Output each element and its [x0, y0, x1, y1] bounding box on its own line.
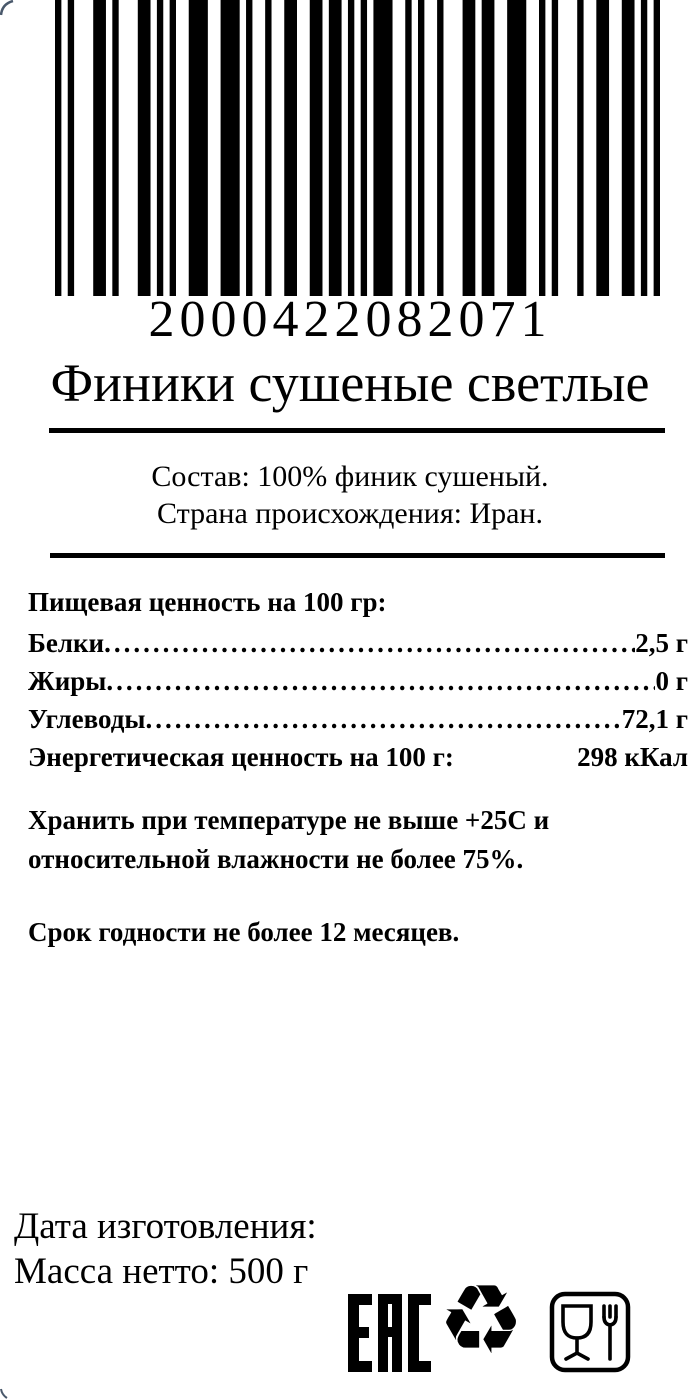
nutrient-name: Жиры	[28, 666, 107, 696]
nutrition-row-fat	[28, 664, 688, 702]
nutrient-name: Белки	[28, 628, 105, 658]
dot-leader	[104, 626, 635, 660]
barcode	[55, 0, 660, 296]
food-safe-icon	[549, 1291, 631, 1373]
energy-label: Энергетическая ценность на 100 г:	[28, 742, 454, 772]
storage-conditions	[28, 801, 648, 879]
label-corner-mark-top	[0, 0, 18, 18]
product-title: Финики сушеные светлые	[50, 353, 650, 413]
dot-leader	[145, 702, 621, 736]
energy-value: 298 кКал	[577, 742, 688, 772]
recycling-icon: ♻	[438, 1264, 525, 1376]
divider-rule	[50, 553, 665, 558]
barcode-number: 2000422082071	[148, 291, 552, 348]
storage-line: относительной влажности не более 75%.	[28, 844, 524, 874]
nutrition-row-energy	[28, 740, 688, 778]
nutrition-block	[28, 586, 688, 778]
composition-line: Состав: 100% финик сушеный.	[151, 460, 549, 493]
nutrition-row-carbs	[28, 702, 688, 740]
bottom-info	[14, 1204, 317, 1294]
origin-line: Страна происхождения: Иран.	[156, 497, 543, 530]
net-weight: Масса нетто: 500 г	[14, 1251, 309, 1292]
nutrition-row-protein	[28, 626, 688, 664]
nutrient-value: 0 г	[655, 666, 688, 696]
nutrient-value: 2,5 г	[635, 628, 688, 658]
dot-leader	[106, 664, 655, 698]
composition-block	[0, 458, 700, 532]
nutrition-header: Пищевая ценность на 100 гр:	[28, 587, 387, 617]
nutrient-name: Углеводы	[28, 704, 146, 734]
eac-mark-icon	[348, 1294, 432, 1372]
shelf-life: Срок годности не более 12 месяцев.	[28, 917, 460, 947]
label-corner-mark-bottom	[0, 1388, 10, 1400]
nutrient-value: 72,1 г	[621, 704, 688, 734]
storage-line: Хранить при температуре не выше +25С и	[28, 805, 550, 835]
title-underline	[49, 428, 665, 433]
manufacture-date-label: Дата изготовления:	[14, 1206, 317, 1247]
